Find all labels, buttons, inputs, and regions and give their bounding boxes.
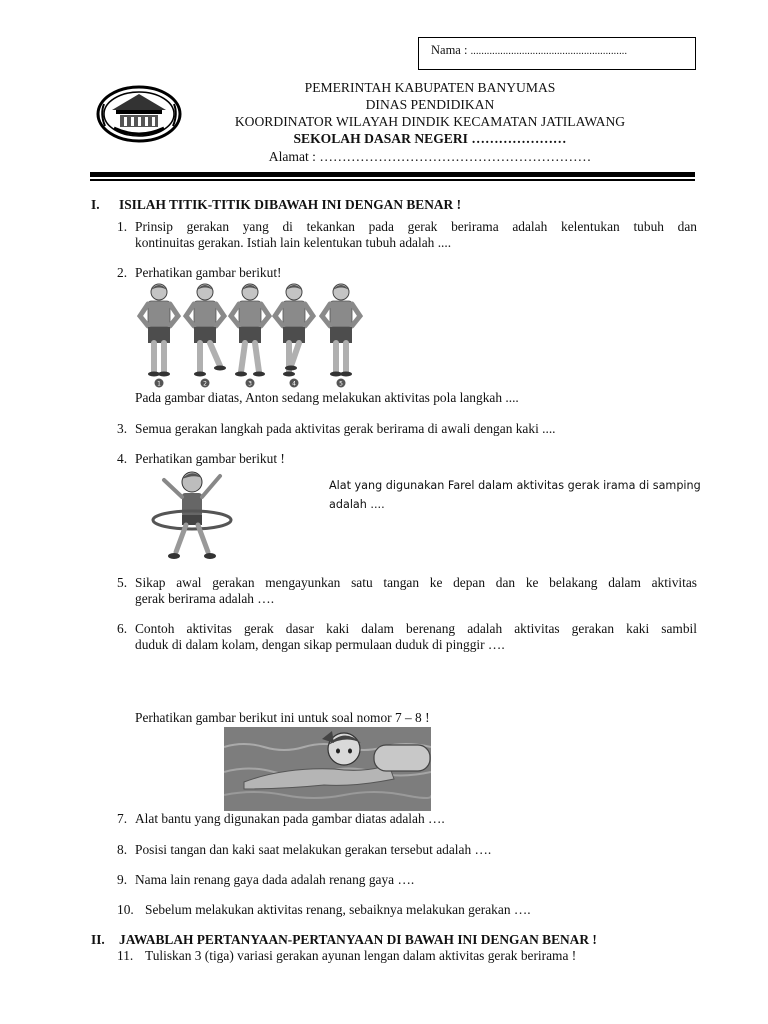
intro-questions-7-8: Perhatikan gambar berikut ini untuk soal nomor 7 – 8 ! bbox=[135, 710, 430, 725]
step-number-label: 2 bbox=[203, 380, 207, 388]
header-school: SEKOLAH DASAR NEGERI ………………… bbox=[293, 131, 567, 146]
step-figure-boy bbox=[275, 284, 313, 388]
question-11: 11. Tuliskan 3 (tiga) variasi gerakan ayunan lengan dalam aktivitas gerak berirama ! bbox=[117, 948, 577, 963]
step-number-label: 3 bbox=[248, 380, 252, 388]
header-address: Alamat : …………………………………………………… bbox=[268, 149, 592, 164]
question-4-side-text: Alat yang digunakan Farel dalam aktivitas gerak irama di samping adalah .... bbox=[329, 479, 701, 511]
swimming-kickboard-figure bbox=[224, 727, 431, 811]
question-2: 2. Perhatikan gambar berikut! bbox=[117, 265, 282, 280]
question-4: 4. Perhatikan gambar berikut ! bbox=[117, 451, 285, 466]
question-1: 1. Prinsip gerakan yang di tekankan pada gerak berirama adalah kelentukan tubuh dan kontinuitas gerakan. Istiah lain kelentukan tubuh adalah .... bbox=[117, 219, 697, 250]
step-number-label: 5 bbox=[339, 380, 343, 388]
step-figure-boy bbox=[140, 284, 178, 388]
step-figure-boy bbox=[322, 284, 360, 388]
header-department: DINAS PENDIDIKAN bbox=[365, 97, 495, 112]
question-9: 9. Nama lain renang gaya dada adalah renang gaya …. bbox=[117, 872, 415, 887]
hula-hoop-figure bbox=[148, 468, 234, 564]
question-6: 6. Contoh aktivitas gerak dasar kaki dalam berenang adalah aktivitas gerakan kaki sambil duduk di dalam kolam, dengan sikap permulaan duduk di pinggir …. bbox=[117, 621, 697, 652]
header-coordinator: KOORDINATOR WILAYAH DINDIK KECAMATAN JATILAWANG bbox=[234, 114, 626, 129]
step-figure-boy bbox=[231, 284, 269, 388]
step-figure-boy bbox=[186, 284, 226, 388]
name-field-box[interactable] bbox=[418, 37, 696, 70]
question-3: 3. Semua gerakan langkah pada aktivitas gerak berirama di awali dengan kaki .... bbox=[117, 421, 556, 436]
question-5: 5. Sikap awal gerakan mengayunkan satu tangan ke depan dan ke belakang dalam aktivitas gerak berirama adalah …. bbox=[117, 575, 697, 606]
step-number-label: 4 bbox=[292, 380, 296, 388]
step-pattern-figure bbox=[135, 282, 365, 390]
step-number-label: 1 bbox=[157, 380, 161, 388]
header-divider-thin bbox=[90, 179, 695, 181]
question-10: 10. Sebelum melakukan aktivitas renang, sebaiknya melakukan gerakan …. bbox=[117, 902, 531, 917]
header-divider-thick bbox=[90, 172, 695, 177]
question-8: 8. Posisi tangan dan kaki saat melakukan gerakan tersebut adalah …. bbox=[117, 842, 492, 857]
question-7: 7. Alat bantu yang digunakan pada gambar diatas adalah …. bbox=[117, 811, 445, 826]
question-2-caption: Pada gambar diatas, Anton sedang melakukan aktivitas pola langkah .... bbox=[135, 390, 519, 405]
name-field-label: Nama : .......................................................... bbox=[431, 43, 628, 57]
header-government: PEMERINTAH KABUPATEN BANYUMAS bbox=[304, 80, 556, 95]
